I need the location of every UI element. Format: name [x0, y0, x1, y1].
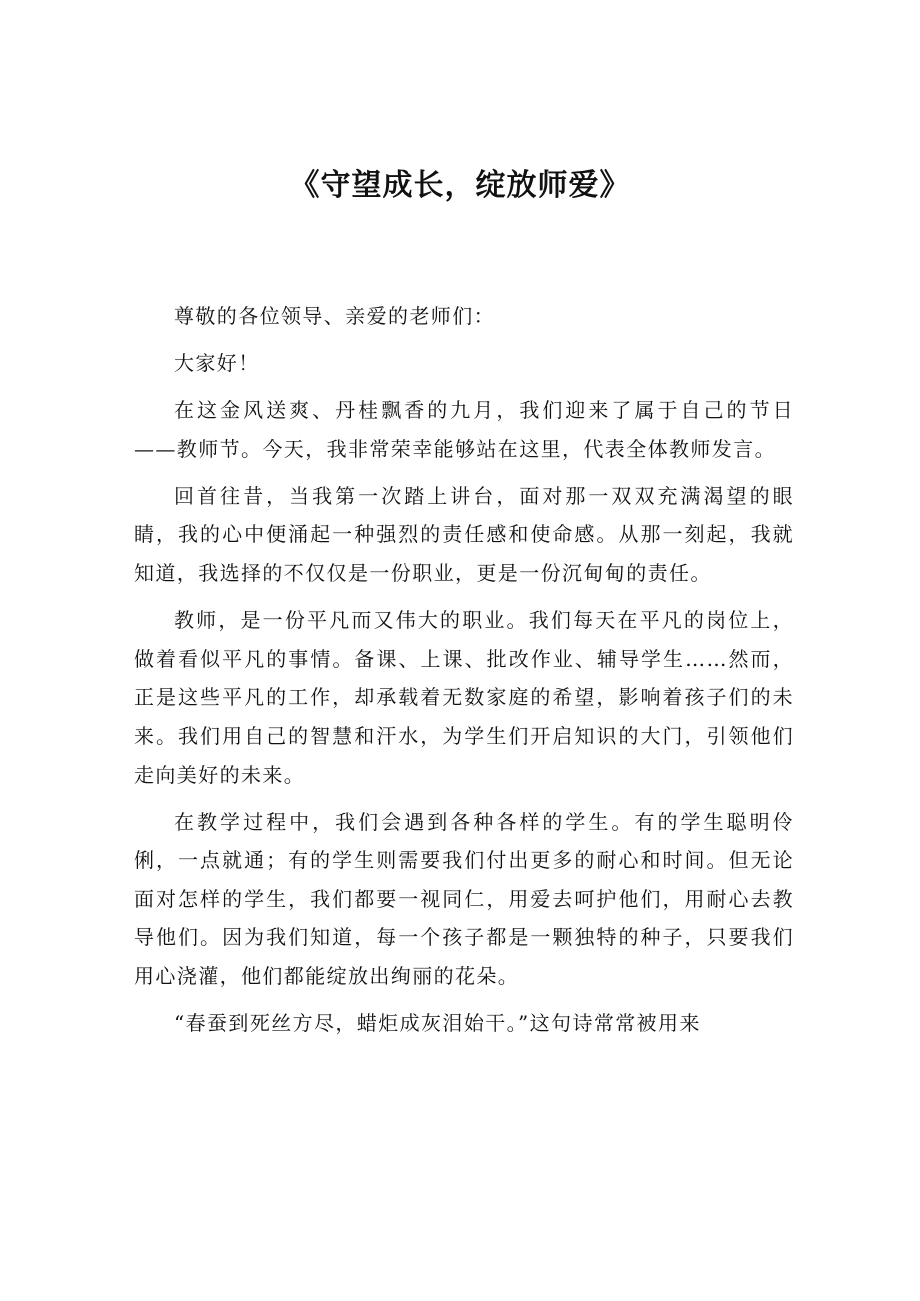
paragraph-2: 回首往昔，当我第一次踏上讲台，面对那一双双充满渴望的眼睛，我的心中便涌起一种强烈的责任感和使命感。从那一刻起，我就知道，我选择的不仅仅是一份职业，更是一份沉甸甸的责任。 — [134, 483, 794, 586]
salutation-line: 大家好！ — [174, 351, 260, 376]
document-body — [134, 297, 794, 1051]
document-title: 《守望成长，绽放师爱》 — [289, 168, 631, 203]
paragraph-4: 在教学过程中，我们会遇到各种各样的学生。有的学生聪明伶俐，一点就通；有的学生则需要我们付出更多的耐心和时间。但无论面对怎样的学生，我们都要一视同仁，用爱去呵护他们，用耐心去教导他们。因为我们知道，每一个孩子都是一颗独特的种子，只要我们用心浇灌，他们都能绽放出绚丽的花朵。 — [134, 809, 794, 988]
paragraph-3: 教师，是一份平凡而又伟大的职业。我们每天在平凡的岗位上，做着看似平凡的事情。备课、上课、批改作业、辅导学生……然而，正是这些平凡的工作，却承载着无数家庭的希望，影响着孩子们的未来。我们用自己的智慧和汗水，为学生们开启知识的大门，引领他们走向美好的未来。 — [134, 608, 794, 787]
greeting-line: 尊敬的各位领导、亲爱的老师们： — [174, 304, 495, 328]
paragraph-5: “春蚕到死丝方尽，蜡炬成灰泪始干。”这句诗常常被用来 — [174, 1011, 701, 1036]
paragraph-1: 在这金风送爽、丹桂飘香的九月，我们迎来了属于自己的节日——教师节。今天，我非常荣幸能够站在这里，代表全体教师发言。 — [134, 398, 794, 461]
